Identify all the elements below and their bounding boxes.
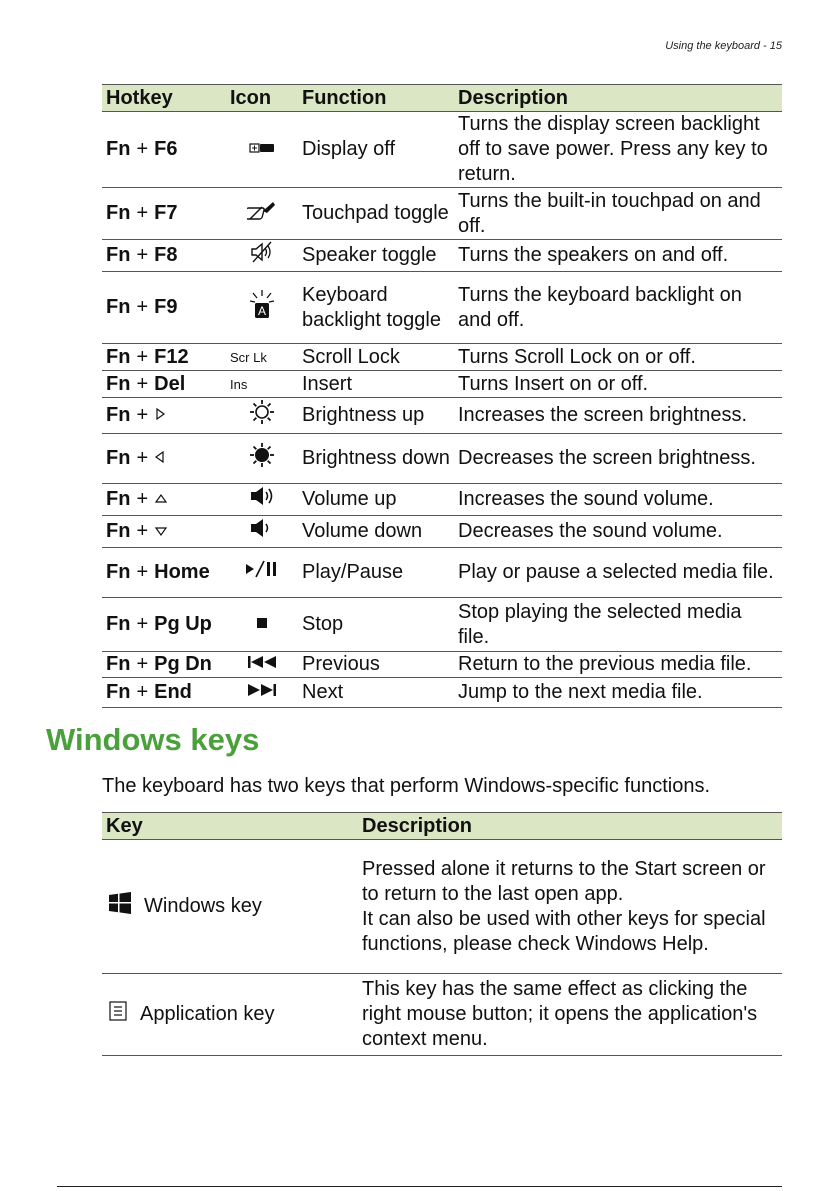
description-cell: Jump to the next media file. bbox=[454, 678, 782, 708]
icon-cell bbox=[226, 434, 298, 484]
hotkey-cell bbox=[102, 188, 226, 240]
arrow-up-icon bbox=[154, 487, 168, 512]
hotkey-row bbox=[102, 434, 782, 484]
plus-sign: + bbox=[136, 519, 149, 542]
hotkey-cell bbox=[102, 548, 226, 598]
hotkey-row bbox=[102, 398, 782, 434]
brightness-up-icon bbox=[248, 398, 276, 433]
plus-sign: + bbox=[136, 345, 149, 368]
arrow-left-icon bbox=[154, 446, 166, 471]
description-cell: Turns Scroll Lock on or off. bbox=[454, 344, 782, 371]
hotkey-row bbox=[102, 272, 782, 344]
key-cell bbox=[102, 974, 358, 1056]
hotkey-row bbox=[102, 188, 782, 240]
description-cell: Decreases the screen brightness. bbox=[454, 434, 782, 484]
function-cell: Scroll Lock bbox=[298, 344, 454, 371]
description-cell: Increases the sound volume. bbox=[454, 484, 782, 516]
combo-key-label: F12 bbox=[154, 345, 189, 368]
insert-icon: Ins bbox=[230, 377, 248, 392]
function-cell: Play/Pause bbox=[298, 548, 454, 598]
hotkey-cell bbox=[102, 112, 226, 188]
key-description-line: Pressed alone it returns to the Start screen or to return to the last open app. bbox=[362, 857, 766, 905]
plus-sign: + bbox=[136, 372, 149, 395]
key-label-group bbox=[106, 891, 354, 922]
combo-key-label: Pg Up bbox=[154, 613, 212, 635]
description-cell: Stop playing the selected media file. bbox=[454, 598, 782, 652]
arrow-right-icon bbox=[154, 403, 166, 428]
key-description-cell bbox=[358, 974, 782, 1056]
plus-sign: + bbox=[136, 244, 149, 266]
fn-key-label: Fn bbox=[106, 613, 131, 635]
icon-cell bbox=[226, 598, 298, 652]
function-cell: Brightness down bbox=[298, 434, 454, 484]
plus-sign: + bbox=[136, 653, 149, 676]
plus-sign: + bbox=[136, 138, 149, 160]
scroll-lock-icon: Scr Lk bbox=[230, 350, 267, 365]
function-cell: Brightness up bbox=[298, 398, 454, 434]
touchpad-toggle-icon bbox=[247, 199, 277, 228]
fn-key-label: Fn bbox=[106, 653, 131, 676]
function-cell: Touchpad toggle bbox=[298, 188, 454, 240]
plus-sign: + bbox=[136, 487, 149, 510]
col-key: Key bbox=[102, 813, 358, 840]
icon-cell bbox=[226, 188, 298, 240]
keyboard-backlight-icon bbox=[248, 288, 276, 327]
hotkey-cell bbox=[102, 516, 226, 548]
hotkey-cell bbox=[102, 344, 226, 371]
combo-key-label: Home bbox=[154, 561, 210, 583]
combo-key-label: Del bbox=[154, 372, 186, 395]
hotkey-row bbox=[102, 548, 782, 598]
function-cell: Stop bbox=[298, 598, 454, 652]
display-off-icon bbox=[248, 137, 276, 162]
previous-icon bbox=[246, 652, 278, 677]
footer-rule bbox=[57, 1186, 782, 1187]
fn-key-label: Fn bbox=[106, 296, 131, 318]
fn-key-label: Fn bbox=[106, 138, 131, 160]
hotkey-row bbox=[102, 240, 782, 272]
col-function: Function bbox=[298, 85, 454, 112]
col-key-description: Description bbox=[358, 813, 782, 840]
hotkey-cell bbox=[102, 484, 226, 516]
page-header: Using the keyboard - 15 bbox=[665, 40, 782, 52]
section-intro: The keyboard has two keys that perform Windows-specific functions. bbox=[102, 775, 711, 797]
plus-sign: + bbox=[136, 681, 149, 704]
hotkey-cell bbox=[102, 240, 226, 272]
next-icon bbox=[246, 680, 278, 705]
plus-sign: + bbox=[136, 446, 149, 469]
fn-key-label: Fn bbox=[106, 519, 131, 542]
icon-cell bbox=[226, 240, 298, 272]
description-cell: Return to the previous media file. bbox=[454, 652, 782, 678]
description-cell: Turns the display screen backlight off to save power. Press any key to return. bbox=[454, 112, 782, 188]
icon-cell bbox=[226, 652, 298, 678]
function-cell: Volume up bbox=[298, 484, 454, 516]
function-cell: Insert bbox=[298, 371, 454, 398]
icon-cell bbox=[226, 272, 298, 344]
col-icon: Icon bbox=[226, 85, 298, 112]
hotkey-cell bbox=[102, 371, 226, 398]
key-description-line: It can also be used with other keys for special functions, please check Windows Help. bbox=[362, 907, 766, 955]
key-cell bbox=[102, 840, 358, 974]
function-cell: Speaker toggle bbox=[298, 240, 454, 272]
icon-cell bbox=[226, 548, 298, 598]
plus-sign: + bbox=[136, 613, 149, 635]
combo-key-label: F8 bbox=[154, 244, 178, 266]
volume-down-icon bbox=[248, 516, 276, 547]
plus-sign: + bbox=[136, 561, 149, 583]
icon-cell bbox=[226, 112, 298, 188]
hotkey-cell bbox=[102, 398, 226, 434]
description-cell: Increases the screen brightness. bbox=[454, 398, 782, 434]
windows-keys-table bbox=[102, 812, 782, 1056]
combo-key-label: F7 bbox=[154, 202, 178, 224]
fn-key-label: Fn bbox=[106, 561, 131, 583]
col-hotkey: Hotkey bbox=[102, 85, 226, 112]
combo-key-label: F6 bbox=[154, 138, 178, 160]
plus-sign: + bbox=[136, 202, 149, 224]
hotkey-row bbox=[102, 678, 782, 708]
icon-cell bbox=[226, 398, 298, 434]
key-description-cell bbox=[358, 840, 782, 974]
fn-key-label: Fn bbox=[106, 446, 131, 469]
play-pause-icon bbox=[244, 558, 280, 587]
description-cell: Decreases the sound volume. bbox=[454, 516, 782, 548]
icon-cell bbox=[226, 344, 298, 371]
hotkey-row bbox=[102, 344, 782, 371]
function-cell: Volume down bbox=[298, 516, 454, 548]
col-description: Description bbox=[454, 85, 782, 112]
windows-table-header bbox=[102, 813, 782, 840]
hotkey-row bbox=[102, 371, 782, 398]
description-cell: Play or pause a selected media file. bbox=[454, 548, 782, 598]
windows-key-row bbox=[102, 840, 782, 974]
hotkey-cell bbox=[102, 678, 226, 708]
plus-sign: + bbox=[136, 403, 149, 426]
arrow-down-icon bbox=[154, 519, 168, 544]
fn-key-label: Fn bbox=[106, 345, 131, 368]
function-cell: Display off bbox=[298, 112, 454, 188]
fn-key-label: Fn bbox=[106, 681, 131, 704]
hotkey-cell bbox=[102, 434, 226, 484]
combo-key-label: F9 bbox=[154, 296, 178, 318]
fn-key-label: Fn bbox=[106, 487, 131, 510]
hotkey-cell bbox=[102, 598, 226, 652]
fn-key-label: Fn bbox=[106, 403, 131, 426]
windows-logo-icon bbox=[108, 891, 132, 922]
hotkey-row bbox=[102, 598, 782, 652]
windows-key-row bbox=[102, 974, 782, 1056]
function-cell: Previous bbox=[298, 652, 454, 678]
function-cell: Keyboard backlight toggle bbox=[298, 272, 454, 344]
hotkey-table-header bbox=[102, 85, 782, 112]
fn-key-label: Fn bbox=[106, 372, 131, 395]
speaker-toggle-icon bbox=[249, 240, 275, 271]
hotkey-row bbox=[102, 516, 782, 548]
description-cell: Turns the built-in touchpad on and off. bbox=[454, 188, 782, 240]
hotkey-row bbox=[102, 484, 782, 516]
key-label-group bbox=[106, 1000, 354, 1029]
stop-icon bbox=[255, 612, 269, 637]
function-cell: Next bbox=[298, 678, 454, 708]
combo-key-label: End bbox=[154, 681, 192, 704]
hotkey-table bbox=[102, 84, 782, 708]
application-key-icon bbox=[108, 1000, 128, 1029]
volume-up-icon bbox=[248, 484, 276, 515]
hotkey-cell bbox=[102, 652, 226, 678]
icon-cell bbox=[226, 484, 298, 516]
description-cell: Turns the keyboard backlight on and off. bbox=[454, 272, 782, 344]
key-name: Application key bbox=[140, 1003, 275, 1025]
fn-key-label: Fn bbox=[106, 244, 131, 266]
description-cell: Turns the speakers on and off. bbox=[454, 240, 782, 272]
hotkey-row bbox=[102, 652, 782, 678]
fn-key-label: Fn bbox=[106, 202, 131, 224]
description-cell: Turns Insert on or off. bbox=[454, 371, 782, 398]
icon-cell bbox=[226, 678, 298, 708]
hotkey-row bbox=[102, 112, 782, 188]
plus-sign: + bbox=[136, 296, 149, 318]
combo-key-label: Pg Dn bbox=[154, 653, 212, 676]
icon-cell bbox=[226, 516, 298, 548]
icon-letter: A bbox=[257, 304, 267, 318]
hotkey-cell bbox=[102, 272, 226, 344]
brightness-down-icon bbox=[248, 441, 276, 476]
icon-cell bbox=[226, 371, 298, 398]
section-title: Windows keys bbox=[46, 722, 260, 757]
key-description-line: This key has the same effect as clicking the right mouse button; it opens the application's context menu. bbox=[362, 978, 758, 1050]
key-name: Windows key bbox=[144, 895, 262, 917]
